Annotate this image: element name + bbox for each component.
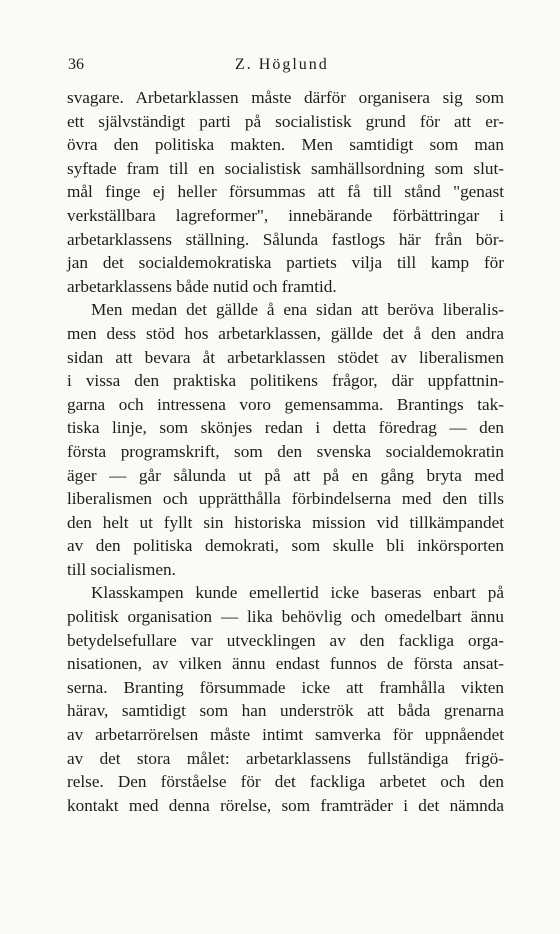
text-line: garna och intressena voro gemensamma. Brantings tak- <box>67 394 504 414</box>
text-line: av arbetarrörelsen måste intimt samverka för uppnåendet <box>67 725 504 745</box>
paragraph-first-line: Men medan det gällde å ena sidan att beröva liberalis- <box>91 300 504 320</box>
text-line: mål finge ej heller försummas att få till stånd "genast <box>67 182 504 202</box>
text-line: svagare. Arbetarklassen måste därför organisera sig som <box>67 88 504 107</box>
page-header <box>68 56 504 80</box>
text-line: arbetarklassens ställning. Sålunda fastlogs här från bör- <box>67 229 504 249</box>
text-line: övra den politiska makten. Men samtidigt som man <box>67 135 504 155</box>
text-line: betydelsefullare var utvecklingen av den fackliga orga- <box>67 630 504 650</box>
text-line: jan det socialdemokratiska partiets vilja till kamp för <box>67 253 504 273</box>
text-line: arbetarklassens både nutid och framtid. <box>67 276 337 296</box>
text-line: relse. Den förståelse för det fackliga arbetet och den <box>67 772 504 792</box>
text-line: till socialismen. <box>67 559 176 579</box>
text-line: av den politiska demokrati, som skulle bli inkörsporten <box>67 536 504 556</box>
text-line: sidan att bevara åt arbetarklassen stödet av liberalismen <box>67 347 504 367</box>
text-line: nisationen, av vilken ännu endast funnos de första ansat- <box>67 654 504 674</box>
text-line: tiska linje, som skönjes redan i detta föredrag — den <box>67 418 504 438</box>
body-text <box>67 86 504 817</box>
text-line: äger — går sålunda ut på att på en gång bryta med <box>67 465 504 485</box>
text-line: verkställbara lagreformer", innebärande förbättringar i <box>67 205 504 225</box>
text-line: men dess stöd hos arbetarklassen, gällde det å den andra <box>67 323 504 343</box>
text-line: härav, samtidigt som han underströk att båda grenarna <box>67 701 504 721</box>
text-line: i vissa den praktiska politikens frågor, där uppfattnin- <box>67 371 504 391</box>
text-line: liberalismen och upprätthålla förbindelserna med den tills <box>67 489 504 509</box>
text-line: den helt ut fyllt sin historiska mission vid tillkämpandet <box>67 512 504 532</box>
running-head: Z. Höglund <box>235 56 329 73</box>
text-line: politisk organisation — lika behövlig och omedelbart ännu <box>67 607 504 627</box>
text-line: serna. Branting försummade icke att framhålla vikten <box>67 677 504 697</box>
text-line: ett självständigt parti på socialistisk grund för att er- <box>67 111 504 131</box>
text-line: kontakt med denna rörelse, som framträder i det nämnda <box>67 795 504 815</box>
page-number: 36 <box>68 56 84 73</box>
text-line: syftade fram till en socialistisk samhällsordning som slut- <box>67 158 504 178</box>
paragraph-first-line: Klasskampen kunde emellertid icke baseras enbart på <box>91 583 504 603</box>
text-line: av det stora målet: arbetarklassens fullständiga frigö- <box>67 748 504 768</box>
text-line: första programskrift, som den svenska socialdemokratin <box>67 441 504 461</box>
